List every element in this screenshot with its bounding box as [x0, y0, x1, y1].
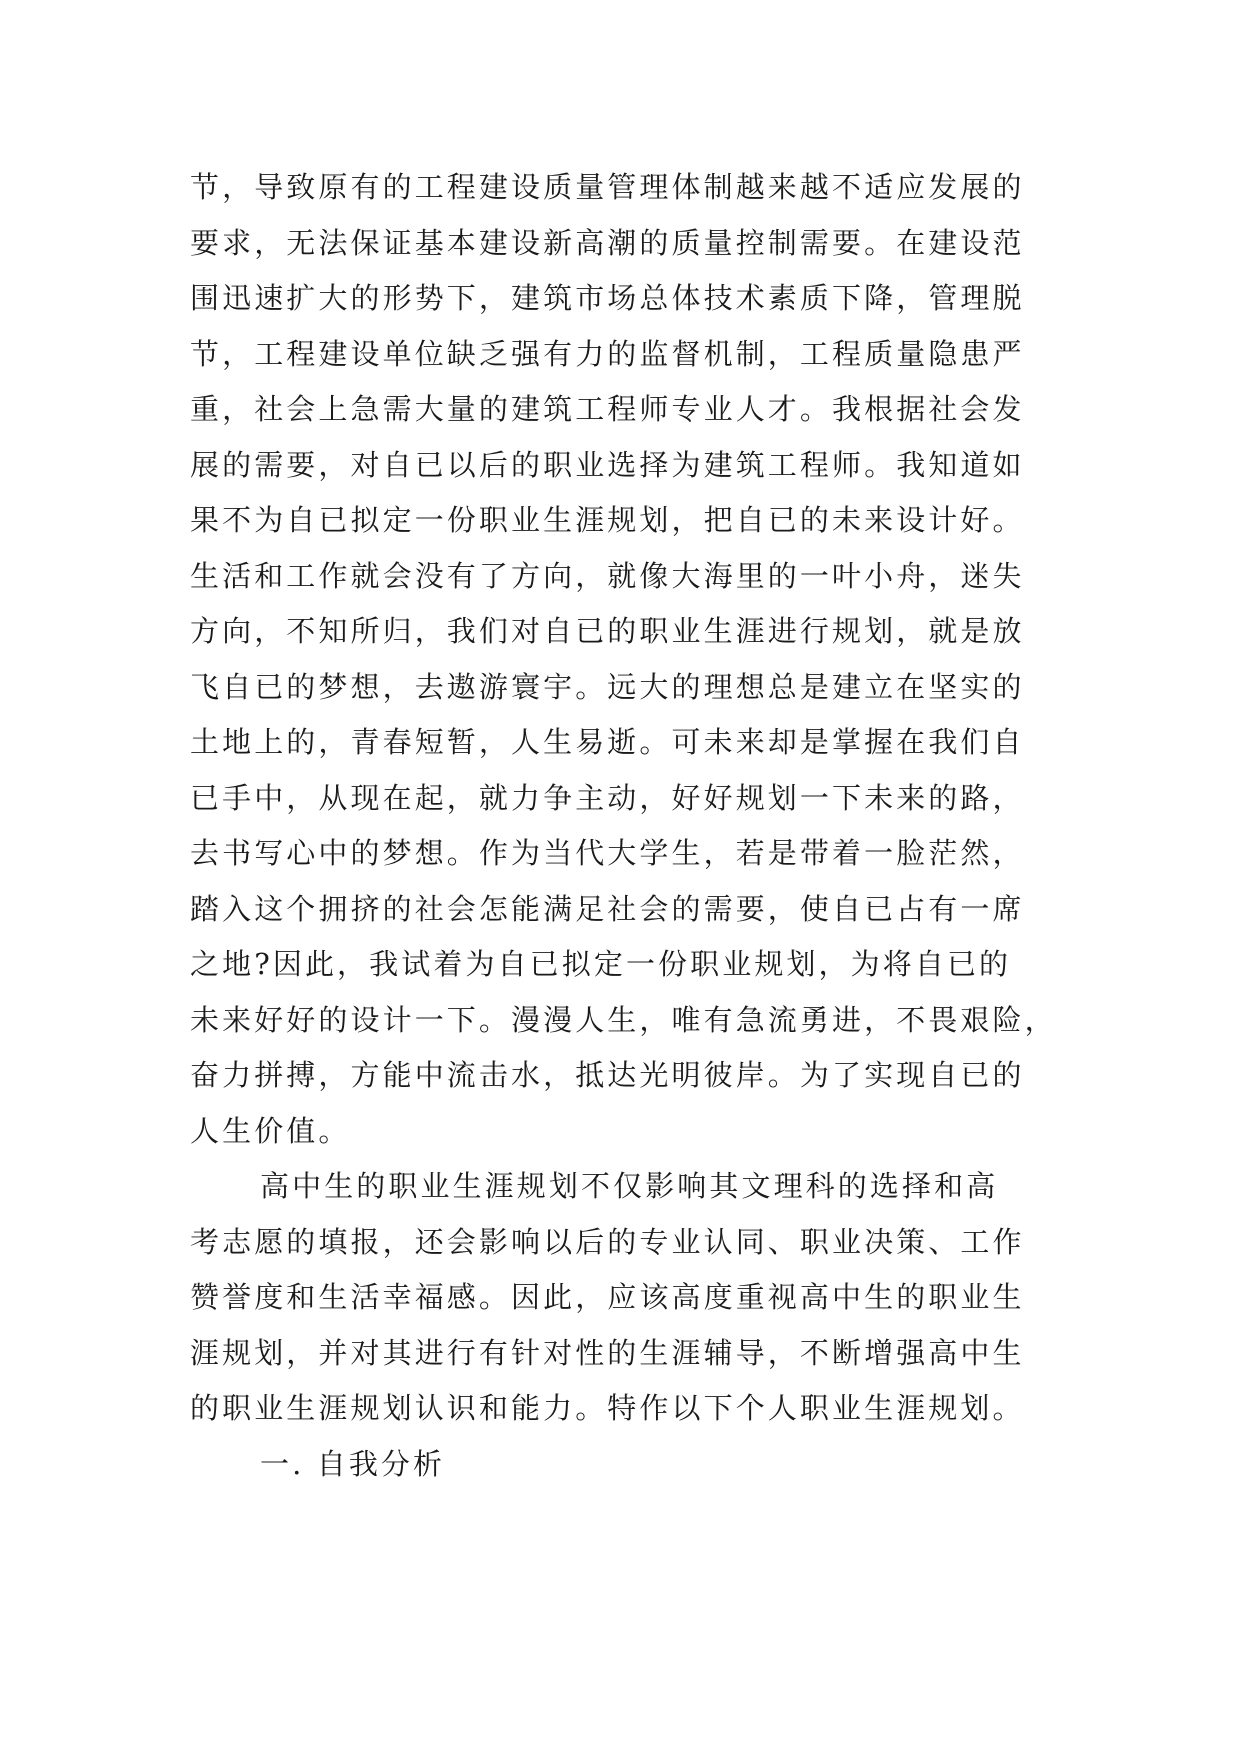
document-body	[190, 160, 1070, 1492]
text-line: 赞誉度和生活幸福感。因此，应该高度重视高中生的职业生	[190, 1280, 1025, 1314]
paragraph-career-motivation	[190, 160, 1070, 1159]
text-line: 节，工程建设单位缺乏强有力的监督机制，工程质量隐患严	[190, 336, 1025, 371]
text-line: 生活和工作就会没有了方向，就像大海里的一叶小舟，迷失	[190, 558, 1025, 593]
text-line: 去书写心中的梦想。作为当代大学生，若是带着一脸茫然，	[190, 836, 1025, 870]
text-line: 踏入这个拥挤的社会怎能满足社会的需要，使自已占有一席	[190, 891, 1025, 926]
text-line: 飞自已的梦想，去遨游寰宇。远大的理想总是建立在坚实的	[190, 669, 1025, 704]
text-line: 考志愿的填报，还会影响以后的专业认同、职业决策、工作	[190, 1224, 1025, 1259]
text-line: 未来好好的设计一下。漫漫人生，唯有急流勇进，不畏艰险，	[190, 1002, 1057, 1037]
paragraph-high-school-planning	[190, 1159, 1070, 1437]
text-line: 要求，无法保证基本建设新高潮的质量控制需要。在建设范	[190, 225, 1025, 260]
text-line: 的职业生涯规划认识和能力。特作以下个人职业生涯规划。	[190, 1391, 1025, 1425]
text-line: 土地上的，青春短暂，人生易逝。可未来却是掌握在我们自	[190, 725, 1025, 759]
text-line: 果不为自已拟定一份职业生涯规划，把自已的未来设计好。	[190, 503, 1025, 537]
text-line: 已手中，从现在起，就力争主动，好好规划一下未来的路，	[190, 780, 1025, 815]
text-line: 人生价值。	[190, 1113, 351, 1148]
text-line: 展的需要，对自已以后的职业选择为建筑工程师。我知道如	[190, 447, 1025, 482]
text-line: 节，导致原有的工程建设质量管理体制越来越不适应发展的	[190, 170, 1025, 204]
text-line: 方向，不知所归，我们对自已的职业生涯进行规划，就是放	[190, 614, 1025, 648]
text-line: 围迅速扩大的形势下，建筑市场总体技术素质下降，管理脱	[190, 281, 1025, 315]
text-line: 之地?因此，我试着为自已拟定一份职业规划，为将自已的	[190, 947, 1012, 981]
section-heading: 一. 自我分析	[260, 1446, 446, 1481]
text-line: 重，社会上急需大量的建筑工程师专业人才。我根据社会发	[190, 392, 1025, 426]
text-line: 涯规划，并对其进行有针对性的生涯辅导，不断增强高中生	[190, 1335, 1025, 1370]
text-line: 奋力拼搏，方能中流击水，抵达光明彼岸。为了实现自已的	[190, 1058, 1025, 1092]
text-line-indented: 高中生的职业生涯规划不仅影响其文理科的选择和高	[260, 1169, 999, 1203]
